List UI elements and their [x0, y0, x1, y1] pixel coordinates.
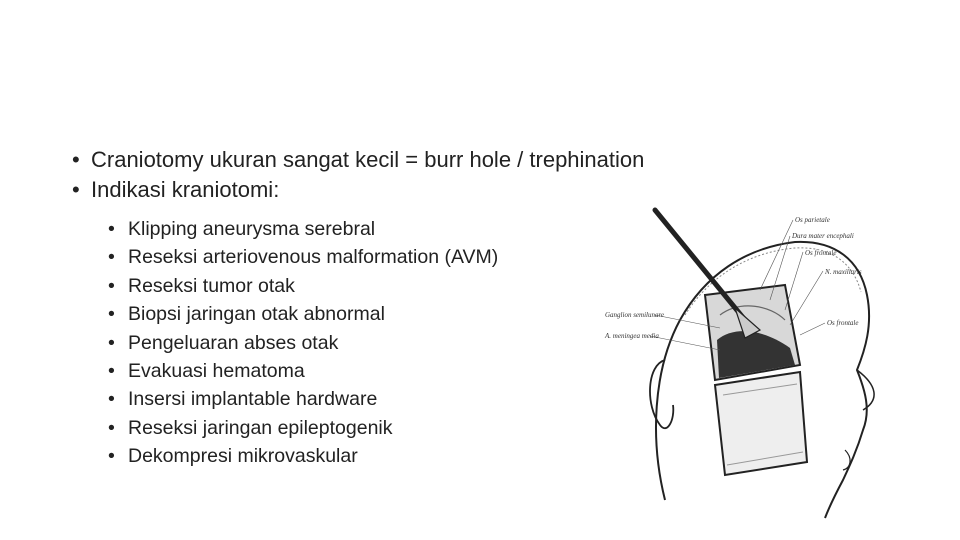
- sub-bullet-item: [108, 243, 498, 271]
- label-dura-mater: Dura mater encephali: [792, 232, 854, 240]
- bullet-dot: •: [108, 388, 115, 411]
- sub-bullet-item: [108, 414, 498, 442]
- sub-bullet-text: Reseksi arteriovenous malformation (AVM): [128, 246, 499, 269]
- main-bullet-text: Craniotomy ukuran sangat kecil = burr hole / trephination: [91, 147, 645, 172]
- sub-bullet-text: Reseksi jaringan epileptogenik: [128, 416, 393, 439]
- label-os-frontale-top: Os frontale: [805, 249, 837, 257]
- sub-bullet-text: Evakuasi hematoma: [128, 360, 305, 383]
- main-bullet-text: Indikasi kraniotomi:: [91, 177, 280, 202]
- bullet-dot: •: [108, 246, 115, 269]
- bullet-dot: •: [72, 177, 80, 202]
- bullet-dot: •: [108, 218, 115, 240]
- sub-bullet-text: Pengeluaran abses otak: [128, 331, 339, 354]
- bullet-dot: •: [108, 360, 115, 383]
- sub-bullet-item: [108, 215, 498, 243]
- sub-bullet-item: [108, 442, 498, 470]
- sub-bullet-list: [108, 215, 498, 471]
- sub-bullet-item: [108, 385, 498, 413]
- bullet-dot: •: [108, 416, 115, 439]
- sub-bullet-text: Reseksi tumor otak: [128, 274, 295, 297]
- bullet-dot: •: [108, 274, 115, 297]
- bullet-dot: •: [108, 331, 115, 354]
- sub-bullet-text: Klipping aneurysma serebral: [128, 218, 376, 240]
- sub-bullet-item: [108, 272, 498, 300]
- sub-bullet-item: [108, 357, 498, 385]
- sub-bullet-item: [108, 329, 498, 357]
- bullet-dot: •: [108, 303, 115, 326]
- main-bullet-list: [72, 145, 792, 205]
- bullet-dot: •: [72, 147, 80, 172]
- main-bullet-item: [72, 145, 792, 175]
- label-os-frontale-right: Os frontale: [827, 319, 859, 327]
- label-os-parietale: Os parietale: [795, 216, 830, 224]
- label-ganglion: Ganglion semilunare: [605, 311, 665, 319]
- sub-bullet-text: Dekompresi mikrovaskular: [128, 445, 358, 468]
- sub-bullet-text: Biopsi jaringan otak abnormal: [128, 303, 385, 326]
- label-a-meningea: A. meningea media: [605, 332, 659, 340]
- sub-bullet-text: Insersi implantable hardware: [128, 388, 378, 411]
- bullet-dot: •: [108, 445, 115, 468]
- label-n-maxillaris: N. maxillaris: [825, 268, 862, 276]
- craniotomy-illustration: [595, 200, 900, 520]
- sub-bullet-item: [108, 300, 498, 328]
